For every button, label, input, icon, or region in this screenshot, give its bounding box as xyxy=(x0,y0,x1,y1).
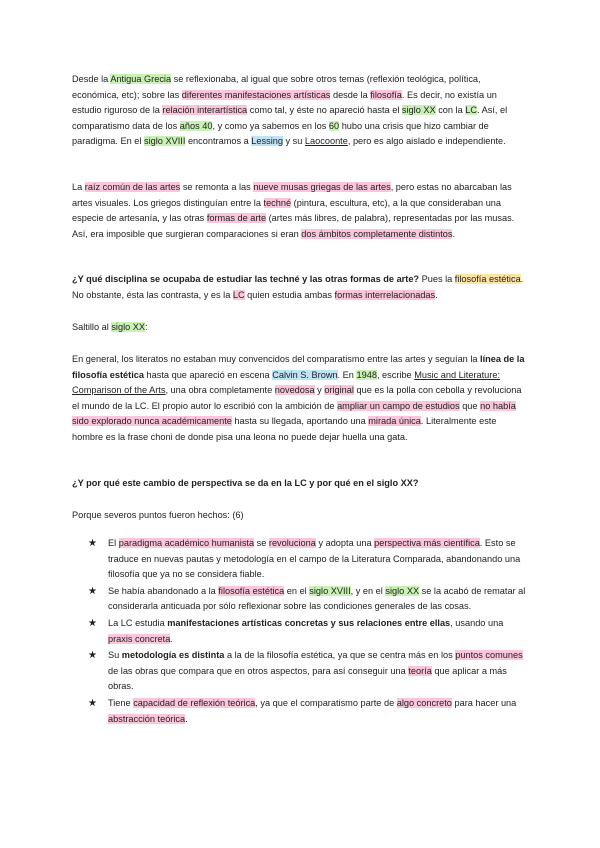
text: , pero es algo aislado e independiente. xyxy=(347,136,506,147)
text: para hacer una xyxy=(451,697,517,708)
highlight: filosofía xyxy=(370,89,402,100)
highlight: abstracción teórica xyxy=(108,713,186,724)
paragraph-intro xyxy=(72,72,528,150)
star-bullet-icon: ★ xyxy=(88,617,97,629)
highlight: techné xyxy=(263,197,292,208)
text: (pintura, escultura, etc), a la que consideraban una especie de artesanía, y las otras xyxy=(72,197,502,224)
star-bullet-icon: ★ xyxy=(88,585,97,597)
text: , una obra completamente xyxy=(165,385,275,396)
text: quien estudia ambas xyxy=(244,289,335,300)
text: Pues la xyxy=(419,274,455,284)
text: que aplicar a más obras. xyxy=(108,665,507,692)
list-item xyxy=(88,648,528,695)
text: El xyxy=(108,538,119,548)
text: . xyxy=(185,713,188,724)
highlight: capacidad de reflexión teórica xyxy=(133,697,256,708)
text: La LC estudia xyxy=(108,617,168,628)
list-item xyxy=(88,584,528,615)
highlight: LC xyxy=(232,289,245,300)
highlight: siglo XVIII xyxy=(309,585,351,596)
text: Su xyxy=(108,650,122,661)
list-item xyxy=(88,536,528,583)
text: que xyxy=(459,400,481,411)
text: a la de la filosofía estética, ya que se centra más en los xyxy=(224,650,456,661)
highlight: siglo XX xyxy=(385,585,420,596)
text: encontramos a xyxy=(185,136,252,147)
highlight: 60 xyxy=(328,120,340,131)
text: , pero estas no abarcaban las artes visuales. Los griegos distinguían entre la xyxy=(72,182,512,208)
highlight: revoluciona xyxy=(268,538,316,548)
text: en el xyxy=(284,585,310,596)
reasons-list xyxy=(88,536,528,728)
highlight: perspectiva más científica xyxy=(374,538,480,548)
paragraph-points-intro xyxy=(72,508,528,524)
highlight: siglo XX xyxy=(111,322,146,332)
text: . xyxy=(435,289,438,300)
text: , y en el xyxy=(350,585,386,596)
text: . Literalmente este hombre es la frase choni de donde pisa una leona no puede dejar huella una gata. xyxy=(72,416,497,442)
text: . En xyxy=(337,369,357,380)
highlight: mirada única xyxy=(368,416,421,427)
highlight: filosofía estética xyxy=(218,585,285,596)
highlight: Antigua Grecia xyxy=(110,74,172,84)
highlight: ampliar un campo de estudios xyxy=(337,400,460,411)
text: y su xyxy=(282,136,305,147)
text: . xyxy=(452,228,456,239)
bold-text: línea de la filosofía estética xyxy=(72,354,525,380)
paragraph-root-of-arts xyxy=(72,180,528,242)
highlight: nueve musas griegas de las artes xyxy=(253,182,391,192)
bold-question: ¿Y qué disciplina se ocupaba de estudiar las techné y las otras formas de arte? xyxy=(72,274,420,284)
highlight: siglo XVIII xyxy=(144,136,186,147)
text: Tiene xyxy=(108,697,134,708)
text: : xyxy=(145,322,148,332)
text: , usando una xyxy=(450,617,504,628)
text: (artes más libres, de palabra), representadas por las musas. Así, era imposible que surgieran comparaciones si eran xyxy=(72,213,515,239)
highlight: siglo XX xyxy=(401,105,436,116)
highlight: praxis concreta xyxy=(108,633,171,644)
text: , y como ya sabemos en los xyxy=(212,120,329,131)
highlight: relación interartística xyxy=(162,105,248,116)
highlight: años 40 xyxy=(179,120,213,131)
text: desde la xyxy=(330,89,371,100)
paragraph-discipline-question xyxy=(72,272,528,303)
list-item xyxy=(88,696,528,727)
highlight: dos ámbitos completamente distintos xyxy=(301,228,453,239)
highlight: raíz común de las artes xyxy=(84,182,181,192)
highlight: algo concreto xyxy=(396,697,452,708)
text: se xyxy=(254,538,269,548)
list-item xyxy=(88,616,528,647)
highlight: Calvin S. Brown xyxy=(272,369,338,380)
text: y xyxy=(314,385,325,396)
text: se la acabó de rematar al considerarla anticuada por sólo reflexionar sobre las condiciones generales de las cosas. xyxy=(108,585,526,612)
text: . xyxy=(170,633,173,644)
highlight: formas interrelacionadas xyxy=(334,289,436,300)
text: como tal, y éste no apareció hasta el xyxy=(247,105,402,116)
underlined-title: Music and Literature: Comparison of the Arts xyxy=(72,369,501,396)
bold-text: metodología es distinta xyxy=(121,650,225,661)
text: Saltillo al xyxy=(72,322,112,332)
text: Se había abandonado a la xyxy=(108,585,219,596)
highlight: 1948 xyxy=(356,369,377,380)
paragraph-leap xyxy=(72,320,528,336)
highlight: paradigma académico humanista xyxy=(118,538,255,548)
bold-text: manifestaciones artísticas concretas y sus relaciones entre ellas xyxy=(167,617,451,628)
text: . Así, el comparatismo data de los xyxy=(72,105,508,131)
bold-question: ¿Y por qué este cambio de perspectiva se da en la LC y por qué en el siglo XX? xyxy=(72,478,419,488)
highlight: filosofía estética xyxy=(454,274,521,284)
text: de las obras que compara que en otros aspectos, para así conseguir una xyxy=(108,665,409,676)
text: se reflexionaba, al igual que sobre otros temas (reflexión teológica, política, económica, etc); sobre las xyxy=(72,74,481,100)
highlight: Lessing xyxy=(251,136,283,147)
text: que es la polla con cebolla y revoluciona el mundo de la LC. El propio autor lo escribió con la ambición de xyxy=(72,385,522,411)
text: . Es decir, no existía un estudio riguroso de la xyxy=(72,89,497,116)
highlight: no había sido explorado nunca académicamente xyxy=(72,400,516,427)
text: La xyxy=(72,182,85,192)
highlight: diferentes manifestaciones artísticas xyxy=(181,89,331,100)
star-bullet-icon: ★ xyxy=(88,538,97,549)
highlight: formas de arte xyxy=(206,213,267,224)
text: con la xyxy=(435,105,466,116)
paragraph-why-question xyxy=(72,476,528,492)
highlight: novedosa xyxy=(274,385,315,396)
text: hasta su llegada, aportando una xyxy=(231,416,369,427)
highlight: teoría xyxy=(408,665,432,676)
text: Porque severos puntos fueron hechos: (6) xyxy=(72,510,244,520)
text: . Esto se traduce en nuevas pautas y metodología en el campo de la Literatura Comparada, abandonando una filosofía que ya no se considera fiable. xyxy=(108,538,521,580)
paragraph-calvin-brown xyxy=(72,352,528,446)
text: hasta que apareció en escena xyxy=(144,369,273,380)
text: En general, los literatos no estaban muy convencidos del comparatismo entre las artes y seguían la xyxy=(72,354,481,364)
text: y adopta una xyxy=(315,538,375,548)
text: , ya que el comparatismo parte de xyxy=(255,697,397,708)
text: hubo una crisis que hizo cambiar de paradigma. En el xyxy=(72,120,489,147)
text: se remonta a las xyxy=(180,182,254,192)
highlight: puntos comunes xyxy=(455,650,523,661)
underlined-title: Laocoonte xyxy=(304,136,348,147)
text: . No obstante, ésta las contrasta, y es la xyxy=(72,274,524,300)
highlight: original xyxy=(324,385,354,396)
text: , escribe xyxy=(376,369,415,380)
star-bullet-icon: ★ xyxy=(88,650,97,662)
highlight: LC xyxy=(465,105,478,116)
text: Desde la xyxy=(72,74,111,84)
star-bullet-icon: ★ xyxy=(88,697,97,709)
